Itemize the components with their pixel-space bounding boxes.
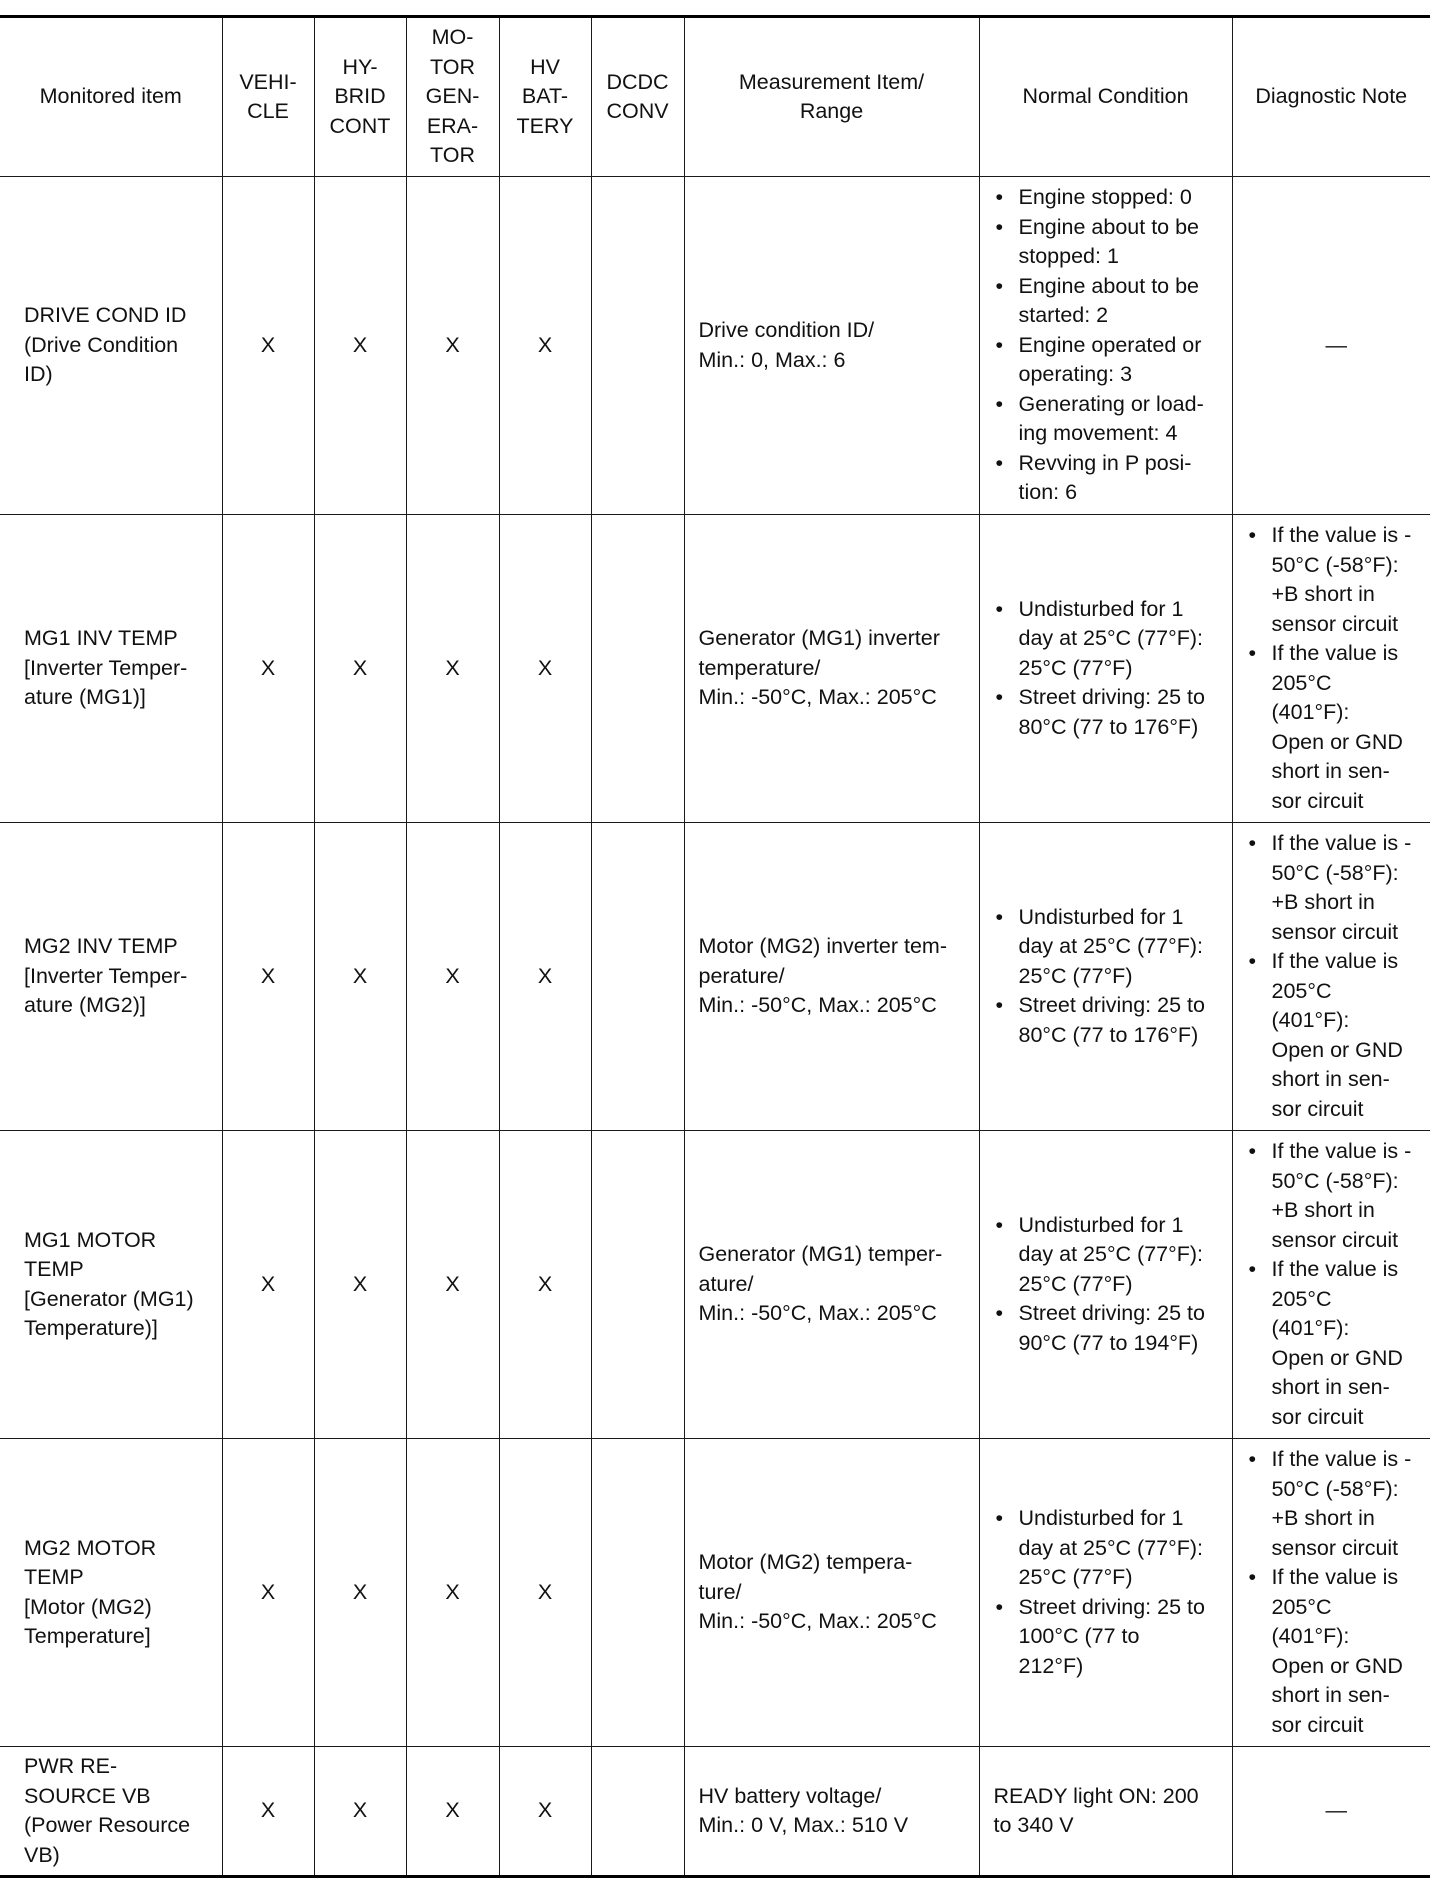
dcdc-conv-mark xyxy=(591,177,684,515)
vehicle-mark: X xyxy=(222,1747,314,1877)
hv-battery-mark: X xyxy=(499,177,591,515)
monitored-item-cell: DRIVE COND ID (Drive Condition ID) xyxy=(0,177,222,515)
dcdc-conv-mark xyxy=(591,1747,684,1877)
list-item: • Street driving: 25 to 100°C (77 to 212°F) xyxy=(994,1593,1224,1682)
list-item: • Revving in P posi- tion: 6 xyxy=(994,449,1224,508)
table-row xyxy=(0,1439,1430,1747)
hv-battery-mark: X xyxy=(499,515,591,823)
normal-condition-cell xyxy=(979,1131,1232,1439)
list-item: • If the value is 205°C (401°F): Open or GND short in sen- sor circuit xyxy=(1247,639,1427,816)
dcdc-conv-mark xyxy=(591,515,684,823)
hybrid-cont-mark: X xyxy=(314,1747,406,1877)
table-row xyxy=(0,177,1430,515)
hybrid-cont-mark: X xyxy=(314,823,406,1131)
normal-condition-list xyxy=(994,1504,1224,1681)
diagnostic-note-cell xyxy=(1232,823,1430,1131)
dcdc-conv-mark xyxy=(591,823,684,1131)
list-item: • Undisturbed for 1 day at 25°C (77°F): 25°C (77°F) xyxy=(994,903,1224,992)
list-item: • If the value is - 50°C (-58°F): +B short in sensor circuit xyxy=(1247,1445,1427,1563)
diagnostic-note-cell xyxy=(1232,515,1430,823)
list-item: • If the value is 205°C (401°F): Open or GND short in sen- sor circuit xyxy=(1247,947,1427,1124)
motor-generator-mark: X xyxy=(406,1131,499,1439)
list-item: • If the value is - 50°C (-58°F): +B short in sensor circuit xyxy=(1247,829,1427,947)
list-item: • Generating or load- ing movement: 4 xyxy=(994,390,1224,449)
dcdc-conv-mark xyxy=(591,1131,684,1439)
monitored-item-cell: PWR RE- SOURCE VB (Power Resource VB) xyxy=(0,1747,222,1877)
measurement-cell: Motor (MG2) inverter tem- perature/ Min.: -50°C, Max.: 205°C xyxy=(684,823,979,1131)
monitored-item-cell: MG1 INV TEMP [Inverter Temper- ature (MG1)] xyxy=(0,515,222,823)
hybrid-cont-mark: X xyxy=(314,515,406,823)
list-item: • Engine about to be started: 2 xyxy=(994,272,1224,331)
diagnostic-note-cell xyxy=(1232,1131,1430,1439)
table-row xyxy=(0,515,1430,823)
header-dcdc-conv: DCDC CONV xyxy=(591,17,684,177)
diagnostic-data-table xyxy=(0,15,1430,1878)
diagnostic-note-cell: — xyxy=(1232,1747,1430,1877)
diagnostic-note-list xyxy=(1247,521,1427,816)
header-motor-generator: MO- TOR GEN- ERA- TOR xyxy=(406,17,499,177)
hybrid-cont-mark: X xyxy=(314,1439,406,1747)
header-diagnostic-note: Diagnostic Note xyxy=(1232,17,1430,177)
measurement-cell: Motor (MG2) tempera- ture/ Min.: -50°C, Max.: 205°C xyxy=(684,1439,979,1747)
list-item: • If the value is - 50°C (-58°F): +B short in sensor circuit xyxy=(1247,521,1427,639)
normal-condition-cell xyxy=(979,823,1232,1131)
diagnostic-note-cell xyxy=(1232,1439,1430,1747)
measurement-cell: Drive condition ID/ Min.: 0, Max.: 6 xyxy=(684,177,979,515)
list-item: • If the value is 205°C (401°F): Open or GND short in sen- sor circuit xyxy=(1247,1255,1427,1432)
hv-battery-mark: X xyxy=(499,1131,591,1439)
table-row xyxy=(0,1131,1430,1439)
table-row xyxy=(0,1747,1430,1877)
diagnostic-note-cell: — xyxy=(1232,177,1430,515)
monitored-item-cell: MG2 MOTOR TEMP [Motor (MG2) Temperature] xyxy=(0,1439,222,1747)
vehicle-mark: X xyxy=(222,177,314,515)
normal-condition-cell xyxy=(979,177,1232,515)
normal-condition-list xyxy=(994,1211,1224,1359)
hybrid-cont-mark: X xyxy=(314,177,406,515)
motor-generator-mark: X xyxy=(406,1747,499,1877)
vehicle-mark: X xyxy=(222,823,314,1131)
list-item: • Street driving: 25 to 80°C (77 to 176°F) xyxy=(994,683,1224,742)
normal-condition-list xyxy=(994,595,1224,743)
normal-condition-cell xyxy=(979,1439,1232,1747)
list-item: • Engine about to be stopped: 1 xyxy=(994,213,1224,272)
header-hybrid-cont: HY- BRID CONT xyxy=(314,17,406,177)
header-measurement-item: Measurement Item/ Range xyxy=(684,17,979,177)
diagnostic-note-list xyxy=(1247,1137,1427,1432)
motor-generator-mark: X xyxy=(406,823,499,1131)
header-vehicle: VEHI- CLE xyxy=(222,17,314,177)
header-hv-battery: HV BAT- TERY xyxy=(499,17,591,177)
list-item: • Street driving: 25 to 90°C (77 to 194°F) xyxy=(994,1299,1224,1358)
diagnostic-note-list xyxy=(1247,1445,1427,1740)
dcdc-conv-mark xyxy=(591,1439,684,1747)
measurement-cell: HV battery voltage/ Min.: 0 V, Max.: 510 V xyxy=(684,1747,979,1877)
hybrid-cont-mark: X xyxy=(314,1131,406,1439)
hv-battery-mark: X xyxy=(499,1747,591,1877)
list-item: • Undisturbed for 1 day at 25°C (77°F): 25°C (77°F) xyxy=(994,1504,1224,1593)
motor-generator-mark: X xyxy=(406,515,499,823)
measurement-cell: Generator (MG1) inverter temperature/ Min.: -50°C, Max.: 205°C xyxy=(684,515,979,823)
motor-generator-mark: X xyxy=(406,177,499,515)
list-item: • Engine operated or operating: 3 xyxy=(994,331,1224,390)
normal-condition-cell: READY light ON: 200 to 340 V xyxy=(979,1747,1232,1877)
motor-generator-mark: X xyxy=(406,1439,499,1747)
list-item: • Undisturbed for 1 day at 25°C (77°F): 25°C (77°F) xyxy=(994,1211,1224,1300)
monitored-item-cell: MG2 INV TEMP [Inverter Temper- ature (MG2)] xyxy=(0,823,222,1131)
header-row xyxy=(0,17,1430,177)
normal-condition-list xyxy=(994,903,1224,1051)
list-item: • Street driving: 25 to 80°C (77 to 176°F) xyxy=(994,991,1224,1050)
list-item: • If the value is - 50°C (-58°F): +B short in sensor circuit xyxy=(1247,1137,1427,1255)
vehicle-mark: X xyxy=(222,1439,314,1747)
normal-condition-cell xyxy=(979,515,1232,823)
vehicle-mark: X xyxy=(222,515,314,823)
hv-battery-mark: X xyxy=(499,1439,591,1747)
normal-condition-list xyxy=(994,183,1224,508)
list-item: • Undisturbed for 1 day at 25°C (77°F): 25°C (77°F) xyxy=(994,595,1224,684)
hv-battery-mark: X xyxy=(499,823,591,1131)
diagnostic-note-list xyxy=(1247,829,1427,1124)
vehicle-mark: X xyxy=(222,1131,314,1439)
measurement-cell: Generator (MG1) temper- ature/ Min.: -50°C, Max.: 205°C xyxy=(684,1131,979,1439)
header-monitored-item: Monitored item xyxy=(0,17,222,177)
header-normal-condition: Normal Condition xyxy=(979,17,1232,177)
monitored-item-cell: MG1 MOTOR TEMP [Generator (MG1) Temperature)] xyxy=(0,1131,222,1439)
list-item: • Engine stopped: 0 xyxy=(994,183,1224,213)
list-item: • If the value is 205°C (401°F): Open or GND short in sen- sor circuit xyxy=(1247,1563,1427,1740)
table-row xyxy=(0,823,1430,1131)
